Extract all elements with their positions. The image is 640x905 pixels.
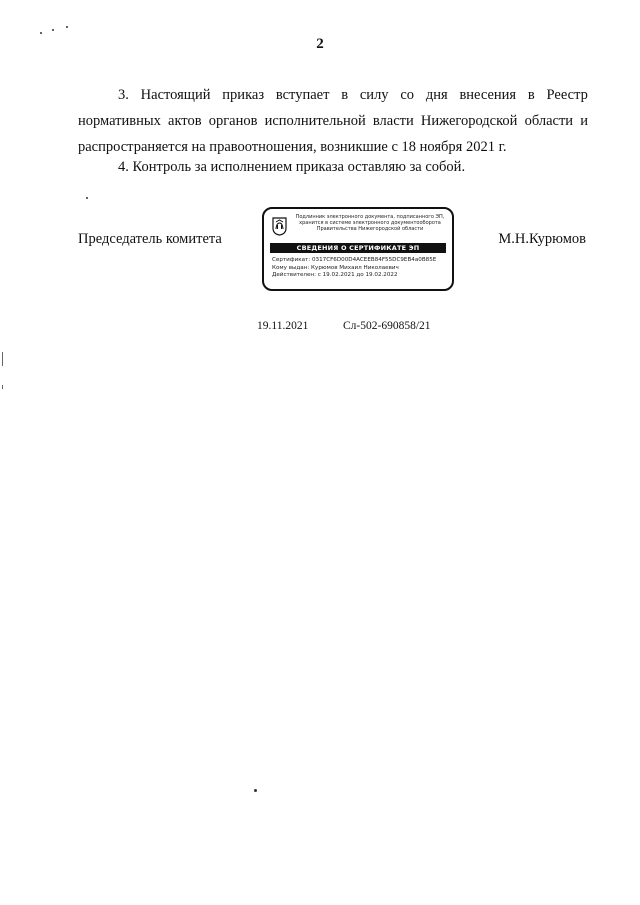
owner-value: Курюмов Михаил Николаевич bbox=[311, 264, 399, 271]
document-number: Сл-502-690858/21 bbox=[343, 320, 431, 332]
scan-speck bbox=[86, 197, 88, 199]
certificate-row bbox=[272, 257, 450, 265]
validity-row bbox=[272, 272, 450, 280]
scan-speck bbox=[40, 32, 42, 34]
paragraph-3 bbox=[78, 82, 588, 160]
owner-label: Кому выдан: bbox=[272, 264, 310, 271]
scan-speck bbox=[66, 26, 68, 28]
word: силу bbox=[359, 87, 389, 103]
signatory-name: М.Н.Курюмов bbox=[498, 231, 586, 247]
word: внесения bbox=[459, 87, 517, 103]
paragraph-4 bbox=[78, 154, 588, 180]
e-signature-stamp bbox=[262, 207, 454, 291]
stamp-header: Подлинник электронного документа, подписанного ЭП, хранится в системе электронного документооборота Правительства Нижегородской области bbox=[295, 214, 445, 233]
word: Нижегородской bbox=[420, 113, 518, 129]
word: приказ bbox=[222, 87, 265, 103]
word: исполнительной bbox=[264, 113, 366, 129]
scan-edge-mark bbox=[2, 385, 3, 389]
paragraph-3-number: 3. bbox=[118, 87, 129, 103]
paragraph-3-line-2 bbox=[78, 108, 588, 134]
certificate-label: Сертификат: bbox=[272, 257, 311, 263]
word: дня bbox=[425, 87, 448, 103]
scan-speck bbox=[254, 789, 257, 792]
coat-of-arms-icon bbox=[272, 217, 287, 236]
word: Реестр bbox=[546, 87, 588, 103]
stamp-title: СВЕДЕНИЯ О СЕРТИФИКАТЕ ЭП bbox=[270, 243, 446, 253]
word: власти bbox=[372, 113, 414, 129]
word: вступает bbox=[275, 87, 330, 103]
word: со bbox=[400, 87, 415, 103]
certificate-value: 0317CF6D00D4ACEEB84F55DC9EB4a0B85E bbox=[311, 257, 437, 263]
word: в bbox=[341, 87, 349, 103]
word: области bbox=[524, 113, 574, 129]
word: органов bbox=[208, 113, 258, 129]
word: Настоящий bbox=[140, 87, 211, 103]
paragraph-4-text: 4. Контроль за исполнением приказа оставляю за собой. bbox=[118, 159, 466, 175]
page-number: 2 bbox=[316, 36, 324, 52]
scan-speck bbox=[52, 29, 54, 31]
stamp-details bbox=[272, 257, 450, 280]
word: нормативных bbox=[78, 113, 161, 129]
scan-edge-mark bbox=[2, 352, 3, 366]
word: в bbox=[527, 87, 535, 103]
document-date: 19.11.2021 bbox=[257, 320, 309, 332]
signatory-position: Председатель комитета bbox=[78, 231, 222, 247]
paragraph-3-line-1 bbox=[78, 82, 588, 108]
paragraph-3-line-3: распространяется на правоотношения, возникшие с 18 ноября 2021 г. bbox=[78, 139, 507, 155]
validity-value: с 19.02.2021 до 19.02.2022 bbox=[317, 272, 398, 279]
word: и bbox=[580, 113, 588, 129]
validity-label: Действителен: bbox=[272, 272, 316, 279]
word: актов bbox=[168, 113, 202, 129]
